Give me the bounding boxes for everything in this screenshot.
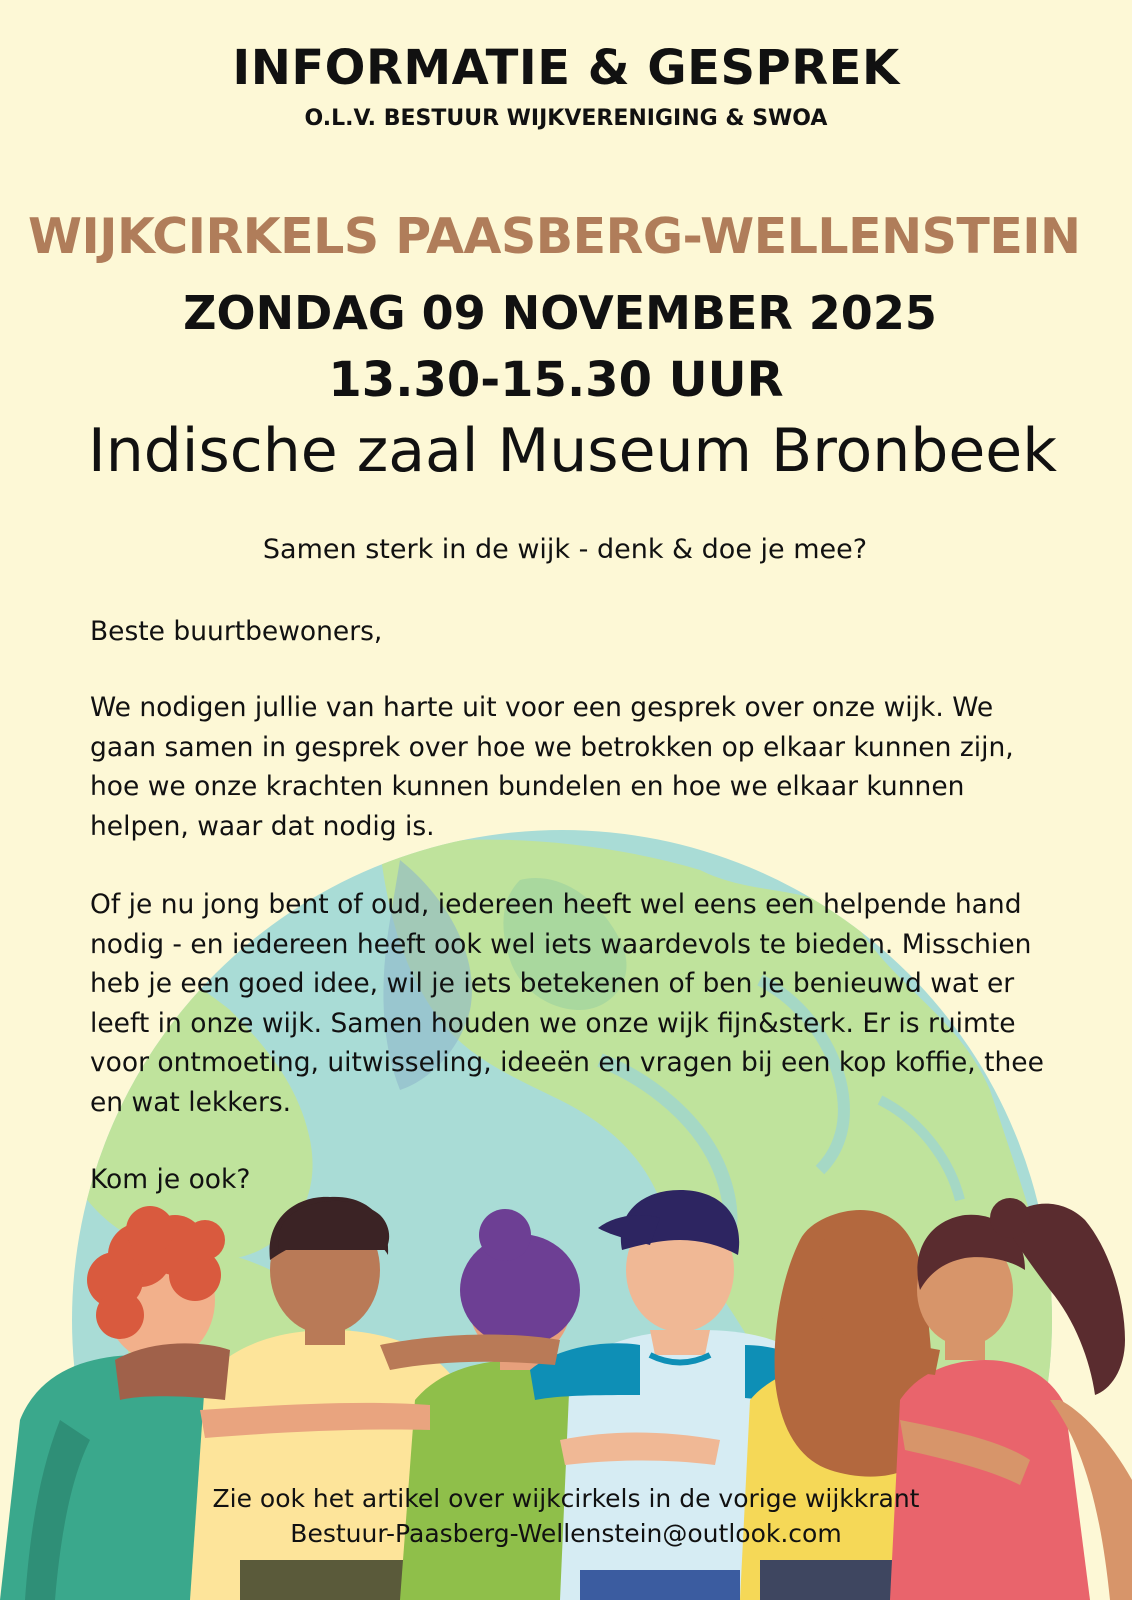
page-title: INFORMATIE & GESPREK	[232, 40, 900, 96]
page-subtitle: O.L.V. BESTUUR WIJKVERENIGING & SWOA	[304, 106, 828, 131]
event-time: 13.30-15.30 UUR	[328, 352, 784, 408]
greeting: Beste buurtbewoners,	[90, 616, 383, 647]
body-paragraph-1: We nodigen jullie van harte uit voor een gesprek over onze wijk. We gaan samen in gesprek over hoe we betrokken op elkaar kunnen zijn, hoe we onze krachten kunnen bundelen en hoe we elkaar kunnen helpen, waar dat nodig is.	[90, 692, 1014, 842]
footer-email[interactable]: Bestuur-Paasberg-Wellenstein@outlook.com	[290, 1519, 842, 1548]
tagline: Samen sterk in de wijk - denk & doe je mee?	[262, 534, 868, 565]
event-venue: Indische zaal Museum Bronbeek	[88, 416, 1057, 486]
footer-note: Zie ook het artikel over wijkcirkels in de vorige wijkkrant	[212, 1484, 920, 1513]
event-date: ZONDAG 09 NOVEMBER 2025	[183, 286, 937, 340]
body-paragraph-2: Of je nu jong bent of oud, iedereen heeft wel eens een helpende hand nodig - en iedereen heeft ook wel iets waardevols te bieden. Misschien heb je een goed idee, wil je iets betekenen of ben je benieuwd wat er leeft in onze wijk. Samen houden we onze wijk fijn&sterk. Er is ruimte voor ontmoeting, uitwisseling, ideeën en vragen bij een kop koffie, thee en wat lekkers.	[90, 889, 1044, 1118]
closing-line: Kom je ook?	[90, 1164, 251, 1195]
event-name: WIJKCIRKELS PAASBERG-WELLENSTEIN	[28, 208, 1081, 265]
